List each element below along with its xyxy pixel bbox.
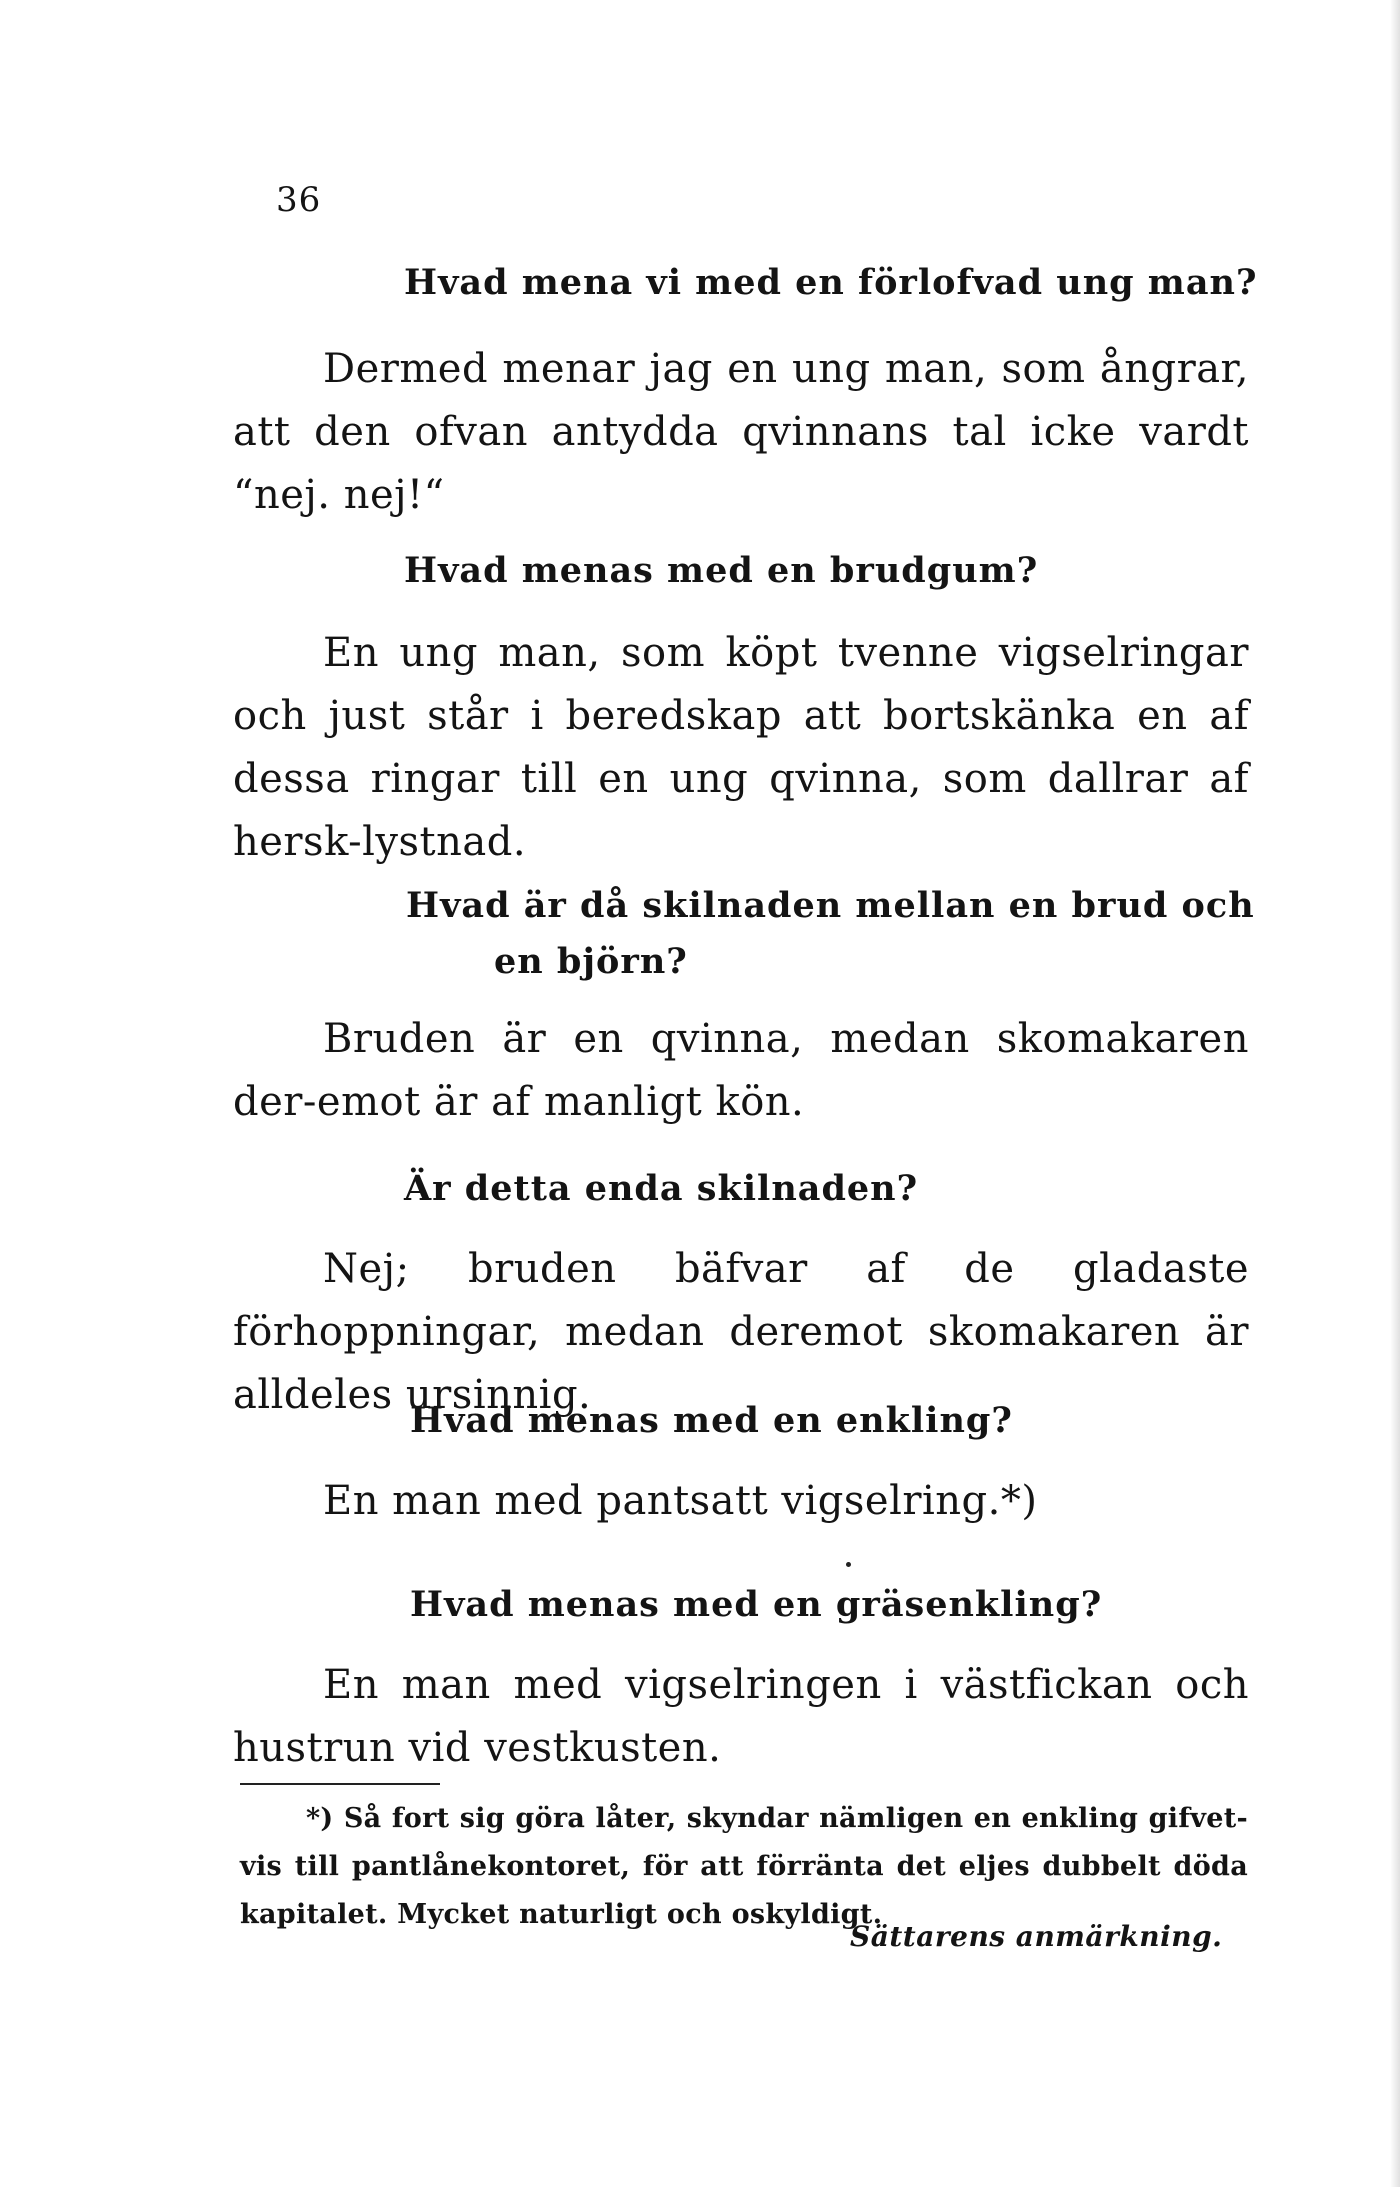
answer-paragraph: Nej; bruden bäfvar af de gladaste förhoppningar, medan deremot skomakaren är alldeles ursinnig. — [233, 1246, 1249, 1418]
print-speck — [846, 1562, 851, 1567]
answer-paragraph: Dermed menar jag en ung man, som ångrar, att den ofvan antydda qvinnans tal icke vardt “nej. nej!“ — [233, 346, 1249, 518]
page-number: 36 — [276, 180, 322, 220]
answer-paragraph: En man med pantsatt vigselring.*) — [323, 1478, 1038, 1524]
page-edge-shadow — [1390, 0, 1400, 2187]
footnote: *) Så fort sig göra låter, skyndar nämligen en enkling gifvet-vis till pantlånekontoret, för att förränta det eljes dubbelt döda kapitalet. Mycket naturligt och oskyldigt. — [240, 1803, 1248, 1930]
answer-paragraph: Bruden är en qvinna, medan skomakaren der-emot är af manligt kön. — [233, 1016, 1249, 1125]
question-heading: Hvad menas med en gräsenkling? — [410, 1584, 1103, 1625]
answer-paragraph: En ung man, som köpt tvenne vigselringar och just står i beredskap att bortskänka en af dessa ringar till en ung qvinna, som dallrar af hersk-lystnad. — [233, 630, 1249, 865]
question-heading: Hvad mena vi med en förlofvad ung man? — [404, 262, 1258, 303]
footnote-rule — [240, 1783, 440, 1785]
question-heading: Är detta enda skilnaden? — [404, 1168, 919, 1209]
question-heading: Hvad menas med en brudgum? — [404, 550, 1039, 591]
answer-paragraph: En man med vigselringen i västfickan och hustrun vid vestkusten. — [233, 1662, 1249, 1771]
question-heading — [406, 878, 1366, 990]
question-line: en björn? — [494, 941, 688, 982]
question-line: Hvad är då skilnaden mellan en brud och — [406, 885, 1255, 926]
question-heading: Hvad menas med en enkling? — [410, 1400, 1013, 1441]
footnote-signature: Sättarens anmärkning. — [850, 1920, 1223, 1953]
